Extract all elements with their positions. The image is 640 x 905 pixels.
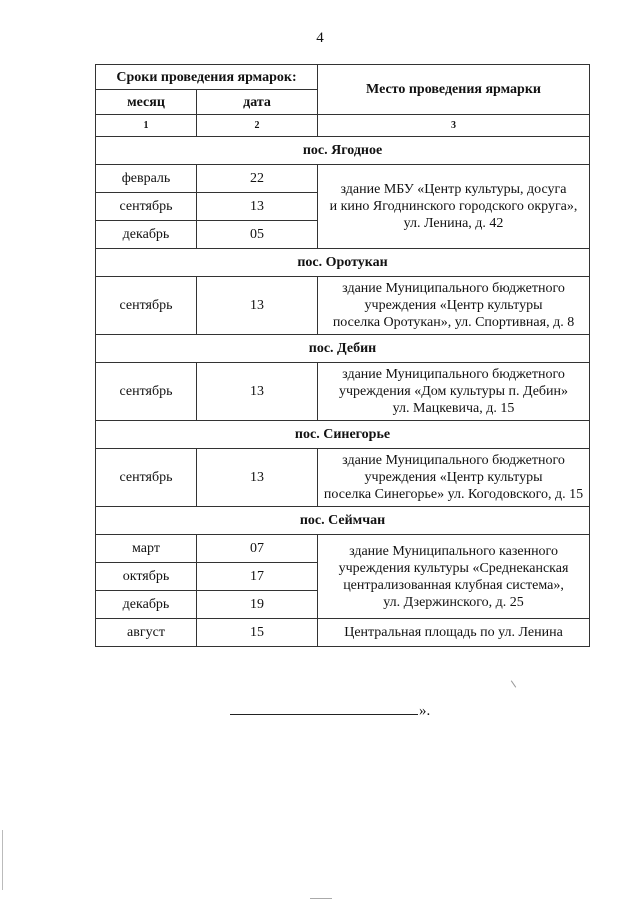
settlement-name: пос. Ягодное xyxy=(96,137,590,165)
place-cell xyxy=(318,277,590,335)
page-number: 4 xyxy=(316,30,324,46)
month-cell: декабрь xyxy=(96,591,197,619)
date-cell: 05 xyxy=(197,221,318,249)
place-line: централизованная клубная система», xyxy=(343,577,564,593)
month-cell: август xyxy=(96,619,197,647)
table-header-row xyxy=(96,65,590,90)
date-cell: 07 xyxy=(197,535,318,563)
column-number-1: 1 xyxy=(96,115,197,137)
column-numbers-row xyxy=(96,115,590,137)
place-cell xyxy=(318,165,590,249)
place-line: ул. Ленина, д. 42 xyxy=(403,216,504,231)
date-cell: 13 xyxy=(197,449,318,507)
table-row xyxy=(96,619,590,647)
place-line: и кино Ягоднинского городского округа», xyxy=(329,199,578,214)
date-cell: 22 xyxy=(197,165,318,193)
place-line: учреждения «Центр культуры xyxy=(364,298,543,313)
date-cell: 13 xyxy=(197,193,318,221)
settlement-name: пос. Дебин xyxy=(96,335,590,363)
month-cell: декабрь xyxy=(96,221,197,249)
month-cell: март xyxy=(96,535,197,563)
date-cell: 17 xyxy=(197,563,318,591)
month-cell: сентябрь xyxy=(96,277,197,335)
settlement-name: пос. Оротукан xyxy=(96,249,590,277)
header-terms: Сроки проведения ярмарок: xyxy=(96,65,318,90)
column-number-2: 2 xyxy=(197,115,318,137)
column-number-3: 3 xyxy=(318,115,590,137)
closing-line xyxy=(230,700,430,720)
month-cell: февраль xyxy=(96,165,197,193)
scan-artifact-mark xyxy=(511,680,516,687)
place-line: учреждения «Центр культуры xyxy=(364,470,543,485)
place-line: поселка Синегорье» ул. Когодовского, д. 15 xyxy=(323,487,584,502)
settlement-row xyxy=(96,137,590,165)
place-cell xyxy=(318,535,590,619)
header-place: Место проведения ярмарки xyxy=(318,65,590,115)
settlement-row xyxy=(96,421,590,449)
place-cell xyxy=(318,363,590,421)
place-line: поселка Оротукан», ул. Спортивная, д. 8 xyxy=(332,315,575,330)
place-line: ул. Мацкевича, д. 15 xyxy=(392,401,515,416)
table-row xyxy=(96,363,590,421)
settlement-name: пос. Синегорье xyxy=(96,421,590,449)
date-cell: 13 xyxy=(197,277,318,335)
place-line: здание Муниципального бюджетного xyxy=(342,367,565,382)
month-cell: сентябрь xyxy=(96,363,197,421)
place-line: здание МБУ «Центр культуры, досуга xyxy=(340,182,567,197)
table-row xyxy=(96,277,590,335)
month-cell: октябрь xyxy=(96,563,197,591)
place-line: здание Муниципального бюджетного xyxy=(342,453,565,468)
table-row xyxy=(96,449,590,507)
settlement-row xyxy=(96,249,590,277)
header-date: дата xyxy=(197,90,318,115)
settlement-row xyxy=(96,507,590,535)
date-cell: 19 xyxy=(197,591,318,619)
month-cell: сентябрь xyxy=(96,193,197,221)
header-month: месяц xyxy=(96,90,197,115)
scan-artifact-mark xyxy=(310,898,332,899)
place-line: здание Муниципального казенного xyxy=(349,543,558,559)
place-line: учреждения культуры «Среднеканская xyxy=(338,560,569,576)
place-line: ул. Дзержинского, д. 25 xyxy=(383,594,524,610)
signature-underline xyxy=(230,700,418,715)
date-cell: 15 xyxy=(197,619,318,647)
table-row xyxy=(96,165,590,193)
scan-artifact-mark xyxy=(2,830,3,890)
table-row xyxy=(96,535,590,563)
place-line: учреждения «Дом культуры п. Дебин» xyxy=(339,384,569,399)
place-cell xyxy=(318,449,590,507)
settlement-row xyxy=(96,335,590,363)
closing-quote: ». xyxy=(419,703,431,719)
settlement-name: пос. Сеймчан xyxy=(96,507,590,535)
fairs-schedule-table xyxy=(95,64,590,647)
date-cell: 13 xyxy=(197,363,318,421)
month-cell: сентябрь xyxy=(96,449,197,507)
place-cell: Центральная площадь по ул. Ленина xyxy=(318,619,590,647)
place-line: здание Муниципального бюджетного xyxy=(342,281,565,296)
